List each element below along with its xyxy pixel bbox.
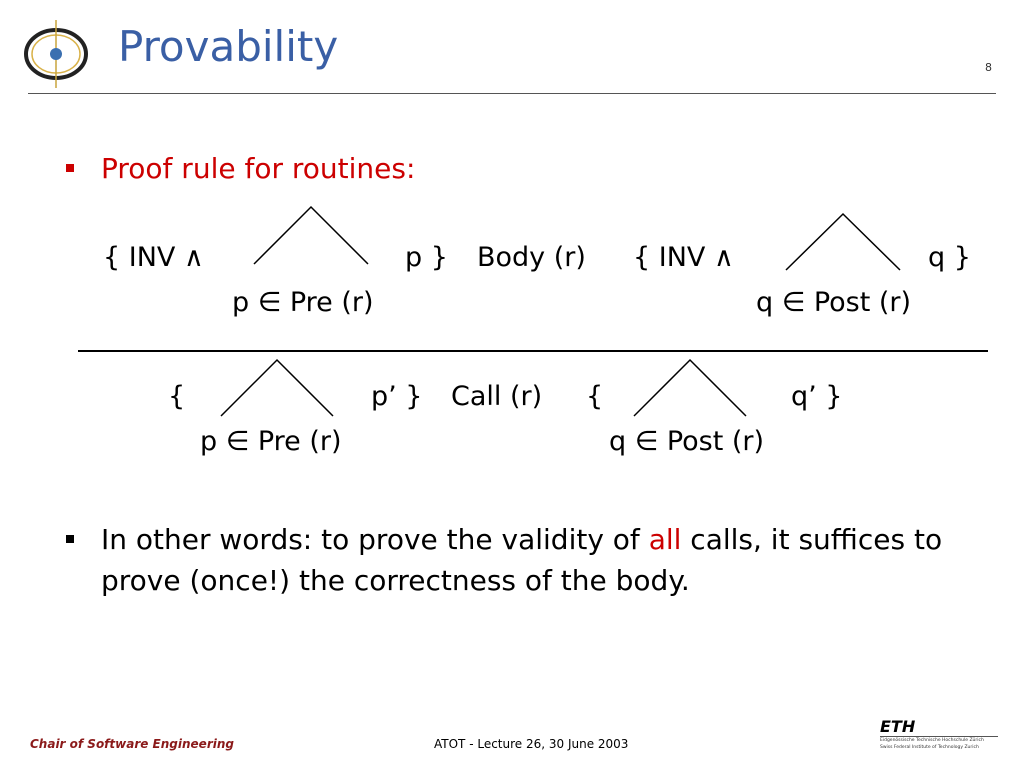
title-divider	[28, 93, 996, 94]
premise-sub-post: q ∈ Post (r)	[756, 287, 912, 318]
bullet-square-icon	[66, 535, 74, 543]
premise-wedge-2	[786, 214, 900, 270]
eth-logo-line-1: Eidgenössische Technische Hochschule Zürich	[880, 738, 984, 743]
bullet-2-text-pre: In other words: to prove the validity of	[101, 523, 649, 556]
slide-title: Provability	[118, 22, 339, 71]
conclusion-open: {	[168, 381, 186, 412]
bullet-proof-rule-heading: Proof rule for routines:	[101, 152, 416, 185]
footer-chair-label: Chair of Software Engineering	[30, 737, 234, 751]
footer-lecture-label: ATOT - Lecture 26, 30 June 2003	[434, 737, 629, 751]
premise-open-inv: { INV ∧	[103, 242, 204, 273]
bullet-2-highlight-all: all	[648, 523, 682, 556]
orbit-eye-logo-icon	[22, 18, 94, 90]
eth-logo-mark: ETH	[880, 717, 916, 736]
eth-logo-line-2: Swiss Federal Institute of Technology Zurich	[880, 745, 979, 750]
eth-logo-icon	[880, 719, 998, 755]
premise-p: p }	[405, 242, 448, 273]
conclusion-sub-pre: p ∈ Pre (r)	[200, 426, 342, 457]
premise-open-inv-2: { INV ∧	[633, 242, 734, 273]
eth-logo-rule	[880, 736, 998, 737]
premise-wedge-1	[254, 207, 368, 264]
conclusion-call: Call (r)	[451, 381, 543, 412]
wedge-symbols	[0, 190, 1024, 460]
conclusion-q-prime: q’ }	[791, 381, 843, 412]
slide-number: 8	[985, 61, 992, 74]
conclusion-wedge-2	[634, 360, 746, 416]
premise-sub-pre: p ∈ Pre (r)	[232, 287, 374, 318]
conclusion-p-prime: p’ }	[371, 381, 423, 412]
bullet-other-words	[101, 519, 981, 601]
premise-q: q }	[928, 242, 971, 273]
bullet-2-text-post: calls, it suffices to prove (once!) the correctness of the body.	[101, 523, 943, 597]
bullet-square-icon	[66, 164, 74, 172]
conclusion-wedge-1	[221, 360, 333, 416]
conclusion-sub-post: q ∈ Post (r)	[609, 426, 765, 457]
premise-body: Body (r)	[477, 242, 586, 273]
conclusion-open-2: {	[586, 381, 604, 412]
